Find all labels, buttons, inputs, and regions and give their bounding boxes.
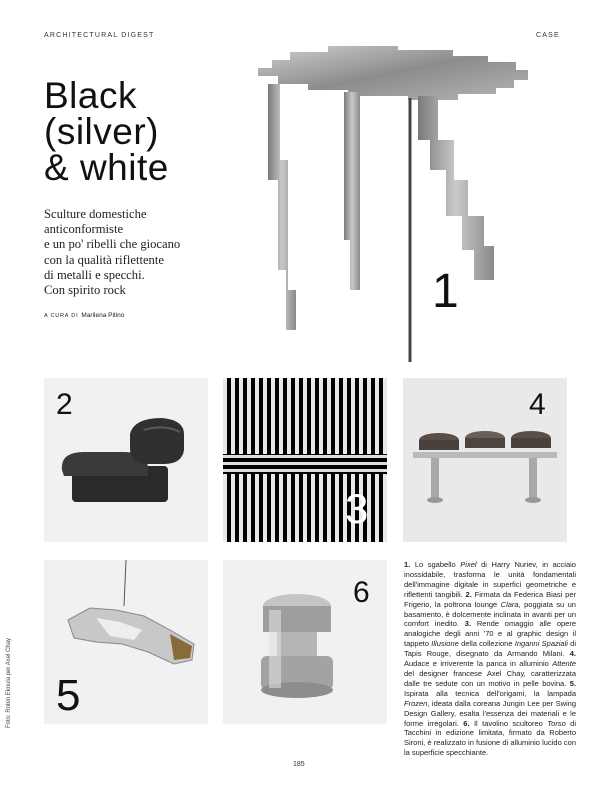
caption-segment: 3. (464, 619, 472, 629)
subtitle-line: di metalli e specchi. (44, 267, 145, 282)
caption-segment: Lo sgabello (410, 560, 461, 569)
caption-segment: Illusione (431, 639, 459, 649)
caption-segment: Ispirata alla tecnica dell'origami, la lampada (404, 688, 576, 698)
caption-segment: Attente (552, 659, 576, 669)
title-line: (silver) (44, 111, 159, 152)
subtitle-line: e un po' ribelli che giocano (44, 237, 181, 252)
caption-segment: Inganni Spaziali (514, 639, 568, 649)
armchair-illustration (44, 378, 208, 542)
photo-frozen-lamp (44, 560, 208, 724)
caption-segment: Frozen (404, 698, 428, 708)
byline (44, 312, 124, 319)
pixel-stool-illustration (248, 40, 578, 370)
caption-segment: di Tapis Rouge, disegnato da Armando Milani. (404, 639, 576, 659)
title-line: & white (44, 147, 169, 188)
caption-segment: 6. (463, 718, 470, 728)
photo-striped-rug (223, 378, 387, 542)
caption-segment: , ideata dalla coreana Jungin Lee per Swing Design Gallery, esalta l'essenza dei materiali e le forme irregolari. (404, 698, 576, 728)
item-number: 2 (56, 388, 73, 421)
caption-segment: del designer francese Axel Chay, caratterizzata dalle tre sedute con un motivo in pelle bovina. (404, 668, 576, 688)
caption-segment: Firmata da Federica Biasi per Frigerio, la poltrona lounge (404, 589, 576, 609)
item-number: 5 (56, 671, 81, 720)
caption-segment: di Harry Nuriev, in acciaio inossidabile, trasforma le unità fondamentali dell'immagine digitale in superfici geometriche e riflettenti tangibili. (404, 560, 576, 599)
subtitle-line: Sculture domestiche (44, 207, 147, 221)
caption-segment: 5. (569, 678, 576, 688)
caption-segment: Clara (500, 599, 519, 609)
page-title (44, 75, 169, 188)
item-number: 6 (353, 576, 370, 609)
item-number: 3 (345, 485, 369, 532)
captions-text (404, 560, 576, 758)
magazine-name: ARCHITECTURAL DIGEST (44, 32, 155, 39)
photo-credit: Foto: Robin Ekoula per Axel Chay (6, 637, 12, 728)
caption-segment: della collezione (458, 639, 515, 649)
photo-side-table (223, 560, 387, 724)
caption-segment: , poggiata su un basamento, è dolcemente inclinata in avanti per un comfort inedito. (404, 599, 576, 629)
bench-illustration (403, 378, 567, 542)
page-number: 185 (293, 761, 305, 768)
caption-segment: di Tacchini in edizione limitata, firmato da Roberto Sironi, è realizzato in fusione di alluminio lucido con la superficie specchiante. (404, 718, 577, 758)
section-name: CASE (536, 32, 560, 39)
subtitle-line: anticonformiste (44, 222, 124, 237)
subtitle-line: con la qualità riflettente (44, 252, 164, 267)
item-number: 1 (432, 265, 459, 318)
subtitle-line: Con spirito rock (44, 283, 126, 298)
caption-segment: Il tavolino scultoreo (469, 718, 548, 728)
caption-segment: 4. (569, 649, 576, 659)
subtitle (44, 207, 244, 298)
caption-segment: Rende omaggio alle opere analogiche degli anni '70 e al graphic design il tappeto (404, 619, 576, 649)
byline-name: Marilena Pitino (81, 312, 125, 319)
caption-segment: Audace e irriverente la panca in alluminio (404, 659, 553, 669)
caption-segment: 1. (404, 560, 411, 569)
caption-segment: 2. (465, 589, 472, 599)
photo-bench (403, 378, 567, 542)
title-line: Black (44, 75, 137, 116)
byline-label: A CURA DI (44, 313, 79, 319)
item-number: 4 (529, 388, 546, 421)
caption-segment: Pixel (460, 560, 477, 569)
caption-segment: Torso (547, 718, 566, 728)
photo-lounge-chair (44, 378, 208, 542)
photo-pixel-stool (248, 40, 578, 370)
